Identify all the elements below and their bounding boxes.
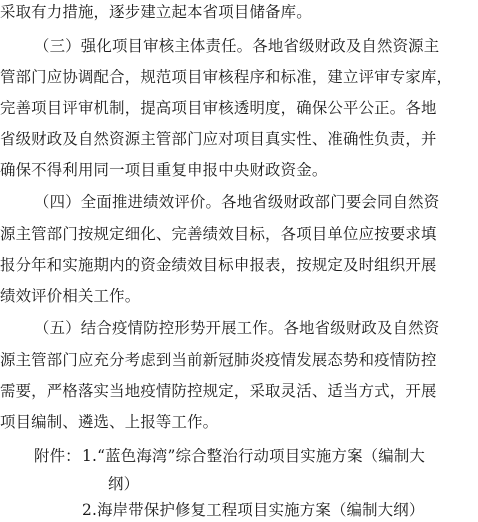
attachment-item-continuation: 纲）	[108, 475, 140, 493]
paragraph-line: （五）结合疫情防控形势开展工作。各地省级财政及自然资	[34, 319, 440, 337]
paragraph-line: 源主管部门按规定细化、完善绩效目标，各项目单位应按要求填	[0, 225, 437, 243]
paragraph-line: 绩效评价相关工作。	[0, 287, 141, 305]
paragraph-line: 采取有力措施，逐步建立起本省项目储备库。	[0, 3, 312, 21]
paragraph-line: 项目编制、遴选、上报等工作。	[0, 413, 219, 431]
paragraph-line: 确保不得利用同一项目重复申报中央财政资金。	[0, 161, 328, 179]
paragraph-line: 管部门应协调配合，规范项目审核程序和标准，建立评审专家库，	[0, 68, 453, 86]
paragraph-line: 报分年和实施期内的资金绩效目标申报表，按规定及时组织开展	[0, 256, 437, 274]
attachment-item: 1.“蓝色海湾”综合整治行动项目实施方案（编制大	[82, 447, 426, 465]
paragraph-line: 需要，严格落实当地疫情防控规定，采取灵活、适当方式，开展	[0, 382, 437, 400]
paragraph-line: （三）强化项目审核主体责任。各地省级财政及自然资源主	[34, 37, 440, 55]
attachment-item: 2.海岸带保护修复工程项目实施方案（编制大纲）	[82, 501, 425, 519]
paragraph-line: 省级财政及自然资源主管部门应对项目真实性、准确性负责，并	[0, 130, 437, 148]
attachments-label: 附件：	[34, 447, 81, 465]
paragraph-line: 源主管部门应充分考虑到当前新冠肺炎疫情发展态势和疫情防控	[0, 351, 437, 369]
paragraph-line: （四）全面推进绩效评价。各地省级财政部门要会同自然资	[34, 193, 440, 211]
paragraph-line: 完善项目评审机制，提高项目审核透明度，确保公平公正。各地	[0, 99, 437, 117]
